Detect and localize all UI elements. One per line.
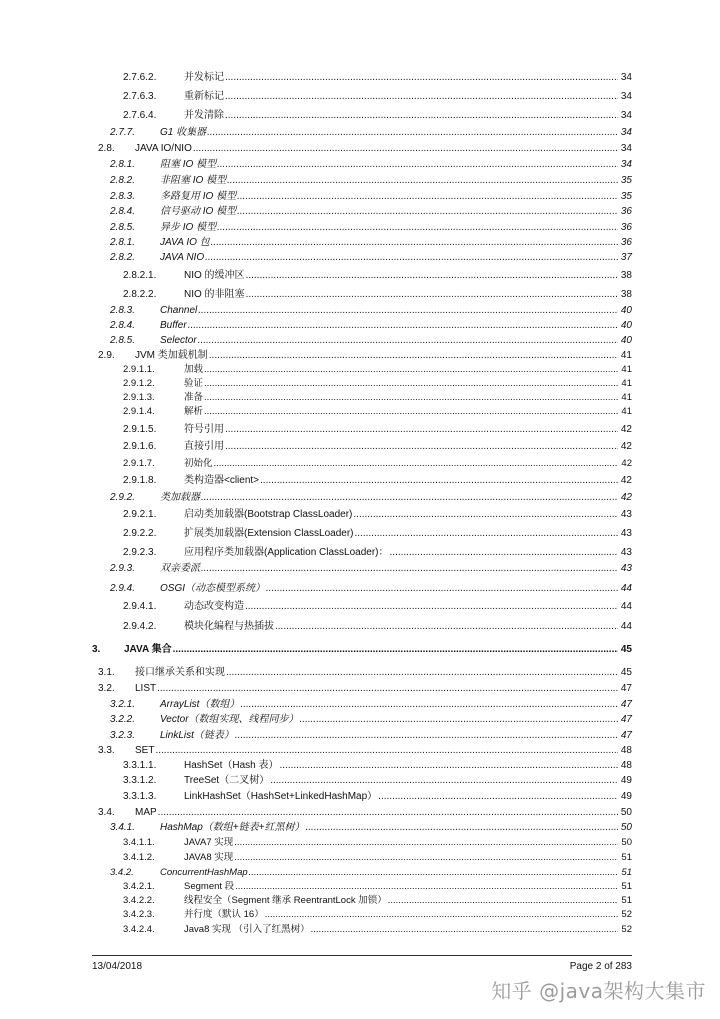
toc-entry-title: 信号驱动 IO 模型 [160, 206, 237, 217]
dot-leader [378, 791, 618, 802]
dot-leader [217, 159, 618, 170]
dot-leader [249, 867, 618, 878]
toc-entry[interactable] [123, 375, 632, 389]
toc-entry[interactable] [98, 347, 632, 361]
toc-entry[interactable] [110, 489, 632, 503]
dot-leader [217, 222, 618, 233]
toc-entry[interactable] [98, 664, 632, 678]
toc-entry-page: 34 [620, 143, 632, 154]
dot-leader [275, 621, 618, 632]
dot-leader [300, 714, 618, 725]
toc-entry-number: 2.9.4.2. [123, 621, 157, 632]
dot-leader [198, 335, 618, 346]
toc-entry[interactable] [110, 696, 632, 710]
toc-entry[interactable] [123, 921, 632, 935]
toc-entry-page: 34 [620, 72, 632, 83]
toc-entry-number: 2.9.1.8. [123, 475, 157, 486]
dot-leader [355, 528, 619, 539]
toc-entry[interactable] [110, 332, 632, 346]
dot-leader [279, 760, 618, 771]
toc-entry-page: 47 [620, 730, 632, 741]
toc-entry-title: 解析 [184, 406, 204, 417]
toc-entry[interactable] [123, 267, 632, 281]
toc-entry-title: 类加载器 [160, 492, 200, 503]
toc-entry-page: 42 [620, 441, 632, 452]
toc-entry-title: 加载 [184, 364, 204, 375]
toc-entry-title: JAVA IO/NIO [135, 143, 192, 154]
toc-entry-title: 并行度（默认 16） [184, 909, 264, 920]
toc-entry-page: 43 [620, 528, 632, 539]
toc-entry-number: 2.9.1.7. [123, 458, 155, 469]
toc-entry-number: 2.8.3. [110, 191, 136, 202]
toc-entry-page: 51 [621, 867, 632, 878]
dot-leader [240, 699, 618, 710]
toc-entry-page: 40 [620, 320, 632, 331]
toc-entry[interactable] [110, 124, 632, 138]
toc-entry-page: 43 [620, 563, 632, 574]
toc-entry[interactable] [98, 742, 632, 756]
toc-entry-page: 36 [620, 222, 632, 233]
toc-entry-title: 非阻塞 IO 模型 [160, 175, 227, 186]
toc-entry-page: 42 [620, 424, 632, 435]
toc-entry[interactable] [123, 69, 632, 83]
toc-entry-title: JAVA IO 包 [160, 237, 210, 248]
toc-entry[interactable] [98, 804, 632, 818]
toc-entry-number: 2.8.4. [110, 206, 136, 217]
toc-entry-page: 43 [620, 547, 632, 558]
toc-entry-page: 52 [621, 924, 632, 935]
toc-entry-number: 2.9.1.4. [123, 406, 155, 417]
toc-entry-title: Buffer [160, 320, 187, 331]
toc-entry-number: 2.8.4. [110, 320, 136, 331]
toc-entry-title: Channel [160, 305, 198, 316]
toc-entry-page: 38 [620, 270, 632, 281]
dot-leader [173, 644, 618, 655]
toc-entry-title: LIST [135, 683, 157, 694]
toc-entry-number: 3.3. [98, 745, 115, 756]
dot-leader [225, 91, 618, 102]
toc-entry[interactable] [110, 172, 632, 186]
toc-entry-number: 2.8.2. [110, 175, 136, 186]
toc-entry-title: 符号引用 [184, 424, 224, 435]
dot-leader [157, 683, 618, 694]
toc-entry-number: 3.2. [98, 683, 115, 694]
toc-entry[interactable] [110, 219, 632, 233]
toc-entry-page: 41 [620, 350, 632, 361]
toc-entry[interactable] [123, 618, 632, 632]
toc-entry-title: TreeSet（二叉树） [184, 775, 270, 786]
dot-leader [193, 143, 618, 154]
toc-entry-title: 重新标记 [184, 91, 224, 102]
toc-entry-number: 2.9.1.2. [123, 378, 155, 389]
toc-entry-number: 2.9.4. [110, 583, 136, 594]
toc-entry-title: 异步 IO 模型 [160, 222, 217, 233]
dot-leader [234, 852, 618, 863]
toc-entry-number: 2.9.3. [110, 563, 136, 574]
toc-entry-number: 2.8.2.2. [123, 289, 157, 300]
dot-leader [188, 320, 618, 331]
toc-entry-title: LinkHashSet（HashSet+LinkedHashMap） [184, 791, 378, 802]
dot-leader [246, 289, 618, 300]
toc-entry[interactable] [110, 317, 632, 331]
toc-entry[interactable] [123, 286, 632, 300]
toc-entry-number: 2.7.7. [110, 127, 136, 138]
toc-entry-number: 2.7.6.2. [123, 72, 157, 83]
toc-entry-page: 34 [620, 91, 632, 102]
toc-entry[interactable] [123, 506, 632, 520]
dot-leader [353, 509, 618, 520]
toc-entry[interactable] [110, 864, 632, 878]
toc-entry-page: 42 [620, 492, 632, 503]
toc-entry-title: Java8 实现 （引入了红黑树） [184, 924, 310, 935]
watermark: 知乎 @java架构大集市 [491, 979, 706, 1003]
toc-entry-page: 34 [620, 159, 632, 170]
toc-entry-title: Vector（数组实现、线程同步） [160, 714, 299, 725]
toc-entry-number: 3.4.2.2. [123, 895, 155, 906]
footer-divider [92, 955, 632, 956]
toc-entry-number: 3.4.1. [110, 822, 136, 833]
toc-entry-title: G1 收集器 [160, 127, 207, 138]
toc-entry-page: 51 [621, 852, 632, 863]
toc-entry[interactable] [110, 188, 632, 202]
toc-entry-page: 35 [620, 175, 632, 186]
toc-entry-title: JVM 类加载机制 [135, 350, 208, 361]
toc-entry-number: 2.8.5. [110, 222, 136, 233]
dot-leader [155, 745, 618, 756]
dot-leader [265, 909, 618, 920]
toc-entry-number: 3.1. [98, 667, 115, 678]
toc-entry[interactable] [110, 580, 632, 594]
toc-entry-page: 41 [621, 392, 632, 403]
toc-entry-title: 双亲委派 [160, 563, 200, 574]
toc-entry-title: MAP [135, 807, 157, 818]
toc-entry-number: 3.4.2.3. [123, 909, 155, 920]
toc-entry-title: 并发清除 [184, 110, 224, 121]
dot-leader [270, 775, 618, 786]
toc-entry-number: 2.9.4.1. [123, 601, 157, 612]
toc-entry[interactable] [123, 906, 632, 920]
dot-leader [198, 305, 618, 316]
dot-leader [201, 563, 618, 574]
toc-entry-number: 3.2.2. [110, 714, 136, 725]
toc-entry-title: 动态改变构造 [184, 601, 244, 612]
toc-entry-title: SET [135, 745, 155, 756]
dot-leader [204, 378, 618, 389]
toc-entry-title: 直接引用 [184, 441, 224, 452]
toc-entry-title: 初始化 [184, 458, 213, 469]
toc-entry-page: 49 [620, 775, 632, 786]
toc-entry-title: ArrayList（数组） [160, 699, 240, 710]
toc-entry[interactable] [123, 472, 632, 486]
toc-entry-page: 45 [620, 667, 632, 678]
footer-date: 13/04/2018 [92, 961, 143, 972]
toc-entry[interactable] [123, 772, 632, 786]
dot-leader [204, 406, 618, 417]
toc-entry-number: 2.8.3. [110, 305, 136, 316]
toc-entry-number: 2.7.6.4. [123, 110, 157, 121]
dot-leader [211, 237, 618, 248]
dot-leader [311, 924, 618, 935]
toc-entry[interactable] [123, 892, 632, 906]
dot-leader [260, 475, 618, 486]
toc-entry[interactable] [123, 389, 632, 403]
dot-leader [158, 807, 618, 818]
toc-entry-page: 40 [620, 305, 632, 316]
dot-leader [390, 547, 618, 558]
toc-entry-page: 42 [621, 458, 632, 469]
toc-entry-number: 3.2.1. [110, 699, 136, 710]
toc-entry-title: 验证 [184, 378, 204, 389]
toc-entry-title: Segment 段 [184, 881, 235, 892]
toc-entry-page: 34 [620, 127, 632, 138]
toc-entry-page: 51 [621, 881, 632, 892]
toc-entry-page: 42 [620, 475, 632, 486]
dot-leader [225, 72, 618, 83]
toc-entry[interactable] [98, 140, 632, 154]
toc-entry-page: 44 [620, 583, 632, 594]
toc-entry-page: 50 [620, 807, 632, 818]
toc-entry[interactable] [98, 680, 632, 694]
toc-entry-page: 36 [620, 206, 632, 217]
toc-entry-title: 并发标记 [184, 72, 224, 83]
toc-entry-number: 2.9.2.3. [123, 547, 157, 558]
toc-entry[interactable] [123, 107, 632, 121]
toc-entry-title: 准备 [184, 392, 204, 403]
dot-leader [388, 895, 618, 906]
dot-leader [226, 667, 618, 678]
toc-entry-number: 3.4.2.4. [123, 924, 155, 935]
toc-entry-number: 2.8.1. [110, 159, 136, 170]
toc-entry-page: 37 [620, 252, 632, 263]
toc-entry[interactable] [110, 203, 632, 217]
toc-entry-title: HashMap（数组+链表+红黑树） [160, 822, 305, 833]
dot-leader [201, 492, 618, 503]
toc-entry-number: 2.8.1. [110, 237, 136, 248]
toc-entry-page: 35 [620, 191, 632, 202]
toc-entry[interactable] [110, 234, 632, 248]
toc-entry-number: 3.4.1.1. [123, 837, 155, 848]
dot-leader [235, 881, 618, 892]
toc-entry-title: 类构造器<client> [184, 475, 260, 486]
dot-leader [204, 364, 618, 375]
toc-entry-title: 扩展类加载器(Extension ClassLoader) [184, 528, 354, 539]
toc-entry-number: 2.9.1.1. [123, 364, 155, 375]
toc-entry-title: 线程安全（Segment 继承 ReentrantLock 加锁） [184, 895, 387, 906]
toc-entry-title: NIO 的缓冲区 [184, 270, 245, 281]
toc-entry-page: 50 [621, 837, 632, 848]
toc-entry[interactable] [123, 849, 632, 863]
toc-entry-title: 阻塞 IO 模型 [160, 159, 217, 170]
toc-entry-number: 2.9.2.1. [123, 509, 157, 520]
toc-entry-page: 49 [620, 791, 632, 802]
toc-entry-number: 3.3.1.3. [123, 791, 157, 802]
toc-entry[interactable] [110, 302, 632, 316]
toc-entry-page: 47 [620, 699, 632, 710]
toc-entry-title: 模块化编程与热插拔 [184, 621, 274, 632]
toc-entry-number: 3.3.1.2. [123, 775, 157, 786]
dot-leader [227, 175, 618, 186]
dot-leader [266, 583, 618, 594]
toc-entry[interactable] [123, 544, 632, 558]
toc-entry-page: 44 [620, 621, 632, 632]
toc-entry[interactable] [110, 727, 632, 741]
toc-entry-number: 2.9.1.3. [123, 392, 155, 403]
toc-entry-title: JAVA8 实现 [184, 852, 234, 863]
toc-entry[interactable] [123, 403, 632, 417]
toc-entry-number: 3.4. [98, 807, 115, 818]
toc-entry[interactable] [123, 788, 632, 802]
toc-entry[interactable] [123, 361, 632, 375]
toc-entry-page: 51 [621, 895, 632, 906]
toc-entry-number: 3.2.3. [110, 730, 136, 741]
toc-entry-page: 47 [620, 714, 632, 725]
toc-entry-number: 2.9.1.5. [123, 424, 157, 435]
dot-leader [235, 730, 618, 741]
dot-leader [225, 424, 618, 435]
toc-entry-page: 50 [620, 822, 632, 833]
toc-entry[interactable] [123, 834, 632, 848]
toc-entry-page: 34 [620, 110, 632, 121]
toc-entry-title: HashSet（Hash 表） [184, 760, 279, 771]
toc-entry-page: 44 [620, 601, 632, 612]
toc-entry-page: 41 [621, 378, 632, 389]
dot-leader [246, 270, 618, 281]
toc-entry[interactable] [123, 878, 632, 892]
toc-entry-title: 应用程序类加载器(Application ClassLoader)： [184, 547, 389, 558]
toc-entry[interactable] [123, 438, 632, 452]
toc-entry-title: Selector [160, 335, 197, 346]
toc-entry-page: 48 [620, 745, 632, 756]
toc-entry[interactable] [110, 819, 632, 833]
toc-entry-number: 3.3.1.1. [123, 760, 157, 771]
dot-leader [234, 837, 618, 848]
dot-leader [305, 822, 618, 833]
toc-entry[interactable] [123, 455, 632, 469]
dot-leader [237, 191, 618, 202]
toc-entry-title: JAVA 集合 [124, 644, 172, 655]
toc-entry-page: 47 [620, 683, 632, 694]
toc-entry-title: ConcurrentHashMap [160, 867, 248, 878]
dot-leader [237, 206, 618, 217]
toc-entry-page: 36 [620, 237, 632, 248]
toc-entry[interactable] [110, 711, 632, 725]
toc-entry-number: 3.4.1.2. [123, 852, 155, 863]
toc-entry[interactable] [123, 598, 632, 612]
toc-entry-title: JAVA NIO [160, 252, 205, 263]
dot-leader [204, 392, 618, 403]
toc-entry-title: 接口继承关系和实现 [135, 667, 225, 678]
toc-entry-page: 52 [621, 909, 632, 920]
toc-entry-page: 41 [621, 406, 632, 417]
toc-entry[interactable] [110, 560, 632, 574]
toc-entry-page: 38 [620, 289, 632, 300]
toc-entry-page: 41 [621, 364, 632, 375]
toc-entry-page: 45 [620, 644, 632, 655]
toc-entry-page: 43 [620, 509, 632, 520]
toc-entry[interactable] [123, 421, 632, 435]
toc-entry-number: 2.9.2. [110, 492, 136, 503]
dot-leader [205, 252, 618, 263]
toc-entry-number: 3.4.2. [110, 867, 134, 878]
toc-entry-title: 多路复用 IO 模型 [160, 191, 237, 202]
dot-leader [207, 127, 618, 138]
toc-entry-title: JAVA7 实现 [184, 837, 234, 848]
toc-entry-number: 2.8.5. [110, 335, 136, 346]
toc-entry[interactable] [110, 156, 632, 170]
toc-entry-number: 3. [92, 644, 101, 655]
toc-entry-page: 40 [620, 335, 632, 346]
toc-entry[interactable] [92, 641, 632, 655]
toc-entry-number: 3.4.2.1. [123, 881, 155, 892]
toc-entry[interactable] [110, 249, 632, 263]
toc-entry-number: 2.9.2.2. [123, 528, 157, 539]
dot-leader [225, 441, 618, 452]
toc-entry-title: 启动类加载器(Bootstrap ClassLoader) [184, 509, 353, 520]
toc-entry-number: 2.7.6.3. [123, 91, 157, 102]
toc-entry-title: NIO 的非阻塞 [184, 289, 245, 300]
dot-leader [225, 110, 618, 121]
toc-entry-title: OSGI（动态模型系统） [160, 583, 266, 594]
toc-entry-number: 2.8.2.1. [123, 270, 157, 281]
toc-entry-number: 2.9.1.6. [123, 441, 157, 452]
toc-entry[interactable] [123, 525, 632, 539]
toc-entry-number: 2.9. [98, 350, 115, 361]
toc-entry-number: 2.8.2. [110, 252, 136, 263]
toc-entry[interactable] [123, 757, 632, 771]
dot-leader [214, 458, 618, 469]
toc-entry-title: LinkList（链表） [160, 730, 234, 741]
toc-entry-number: 2.8. [98, 143, 115, 154]
dot-leader [209, 350, 618, 361]
dot-leader [245, 601, 618, 612]
toc-entry[interactable] [123, 88, 632, 102]
footer-page-number: Page 2 of 283 [569, 961, 632, 972]
toc-entry-page: 48 [620, 760, 632, 771]
